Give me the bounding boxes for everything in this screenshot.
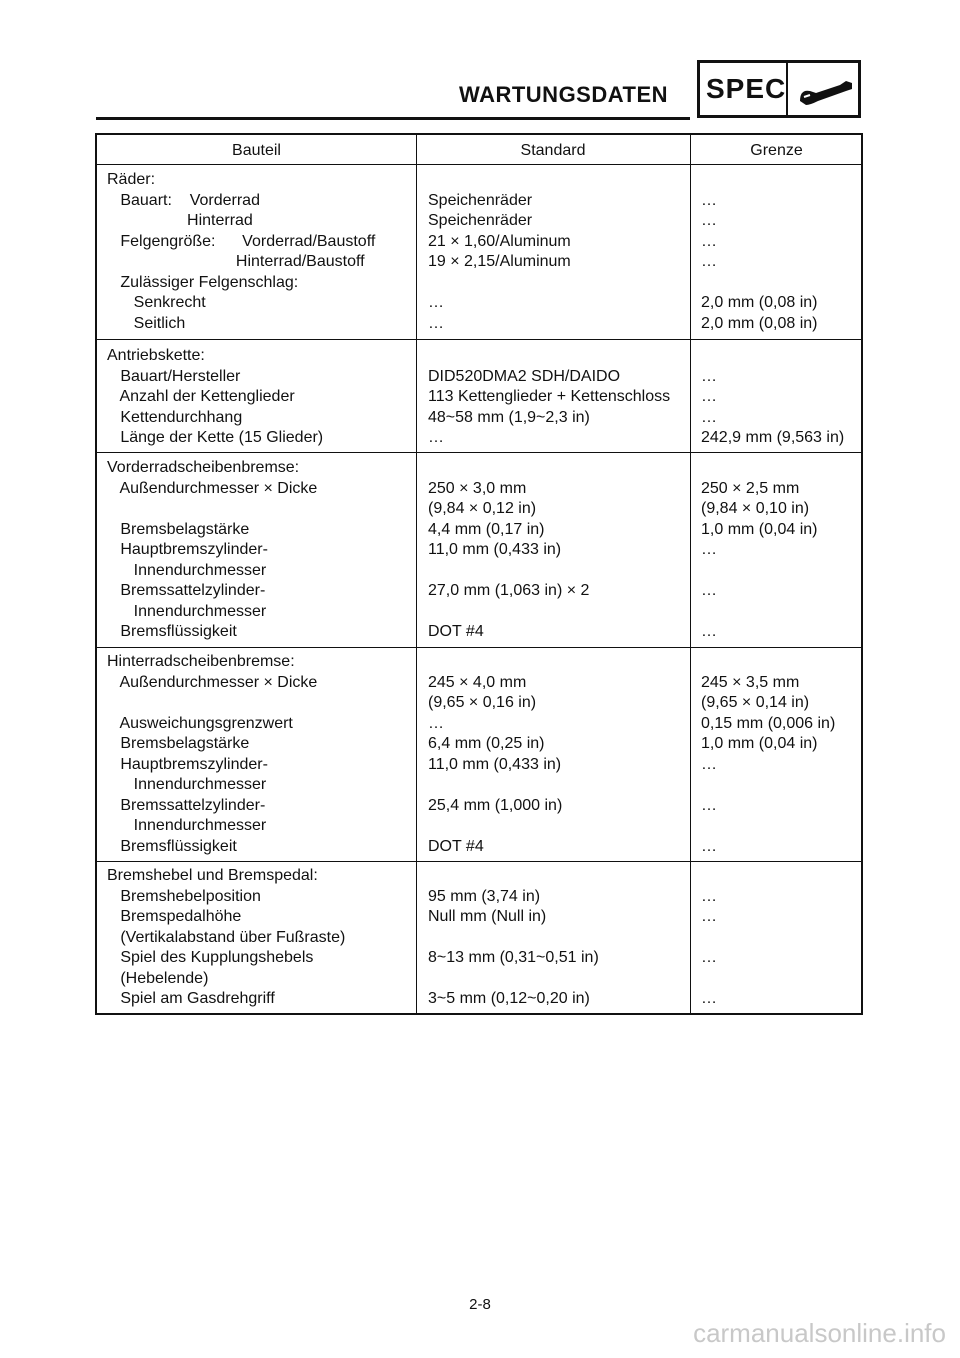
row-standard: 95 mm (3,74 in) Null mm (Null in) 8~13 mm (0,31~0,51 in) 3~5 mm (0,12~0,20 in) xyxy=(428,887,599,1007)
spec-badge xyxy=(697,60,861,118)
row-bauteil: Antriebskette: Bauart/Hersteller Anzahl der Kettenglieder Kettendurchhang Länge der Kette (15 Glieder) xyxy=(107,347,324,446)
row-divider xyxy=(97,861,861,862)
column-divider xyxy=(690,135,691,1013)
row-grenze: … … … 242,9 mm (9,563 in) xyxy=(701,367,845,446)
row-divider xyxy=(97,339,861,340)
page-title: WARTUNGSDATEN xyxy=(459,82,668,107)
row-standard: 245 × 4,0 mm (9,65 × 0,16 in) … 6,4 mm (0,25 in) 11,0 mm (0,433 in) 25,4 mm (1,000 in) DOT #4 xyxy=(428,673,563,855)
header-divider xyxy=(97,164,861,165)
row-bauteil: Räder: Bauart: Vorderrad Hinterrad Felgengröße: Vorderrad/Baustoff Hinterrad/Baustoff Zulässiger Felgenschlag: Senkrecht Seitlich xyxy=(107,171,376,332)
row-bauteil: Hinterradscheibenbremse: Außendurchmesser × Dicke Ausweichungsgrenzwert Bremsbelagstärke Hauptbremszylinder- Innendurchmesser Bremssattelzylinder- Innendurchmesser Bremsflüssigkeit xyxy=(107,653,318,855)
row-grenze: … … … … 2,0 mm (0,08 in) 2,0 mm (0,08 in) xyxy=(701,191,818,332)
spec-badge-divider xyxy=(786,63,788,115)
row-divider xyxy=(97,452,861,453)
title-underline xyxy=(96,117,690,120)
column-divider xyxy=(416,135,417,1013)
spec-badge-label: SPEC xyxy=(706,73,787,104)
row-grenze: … … … … xyxy=(701,887,717,1007)
column-header-bauteil: Bauteil xyxy=(232,142,281,159)
row-grenze: 250 × 2,5 mm (9,84 × 0,10 in) 1,0 mm (0,04 in) … … … xyxy=(701,479,818,640)
wrench-icon xyxy=(796,71,856,111)
row-grenze: 245 × 3,5 mm (9,65 × 0,14 in) 0,15 mm (0,006 in) 1,0 mm (0,04 in) … … … xyxy=(701,673,836,855)
column-header-grenze: Grenze xyxy=(750,142,803,159)
page-number: 2-8 xyxy=(469,1296,491,1313)
column-header-standard: Standard xyxy=(520,142,586,159)
row-standard: Speichenräder Speichenräder 21 × 1,60/Aluminum 19 × 2,15/Aluminum … … xyxy=(428,191,571,332)
watermark: carmanualsonline.info xyxy=(693,1318,946,1348)
row-divider xyxy=(97,647,861,648)
row-standard: 250 × 3,0 mm (9,84 × 0,12 in) 4,4 mm (0,17 in) 11,0 mm (0,433 in) 27,0 mm (1,063 in) × 2 DOT #4 xyxy=(428,479,590,640)
row-bauteil: Bremshebel und Bremspedal: Bremshebelposition Bremspedalhöhe (Vertikalabstand über Fußraste) Spiel des Kupplungshebels (Hebelende) Spiel am Gasdrehgriff xyxy=(107,867,346,1007)
row-bauteil: Vorderradscheibenbremse: Außendurchmesser × Dicke Bremsbelagstärke Hauptbremszylinder- Innendurchmesser Bremssattelzylinder- Innendurchmesser Bremsflüssigkeit xyxy=(107,459,318,640)
spec-table xyxy=(95,133,863,1015)
row-standard: DID520DMA2 SDH/DAIDO 113 Kettenglieder + Kettenschloss 48~58 mm (1,9~2,3 in) … xyxy=(428,367,671,446)
